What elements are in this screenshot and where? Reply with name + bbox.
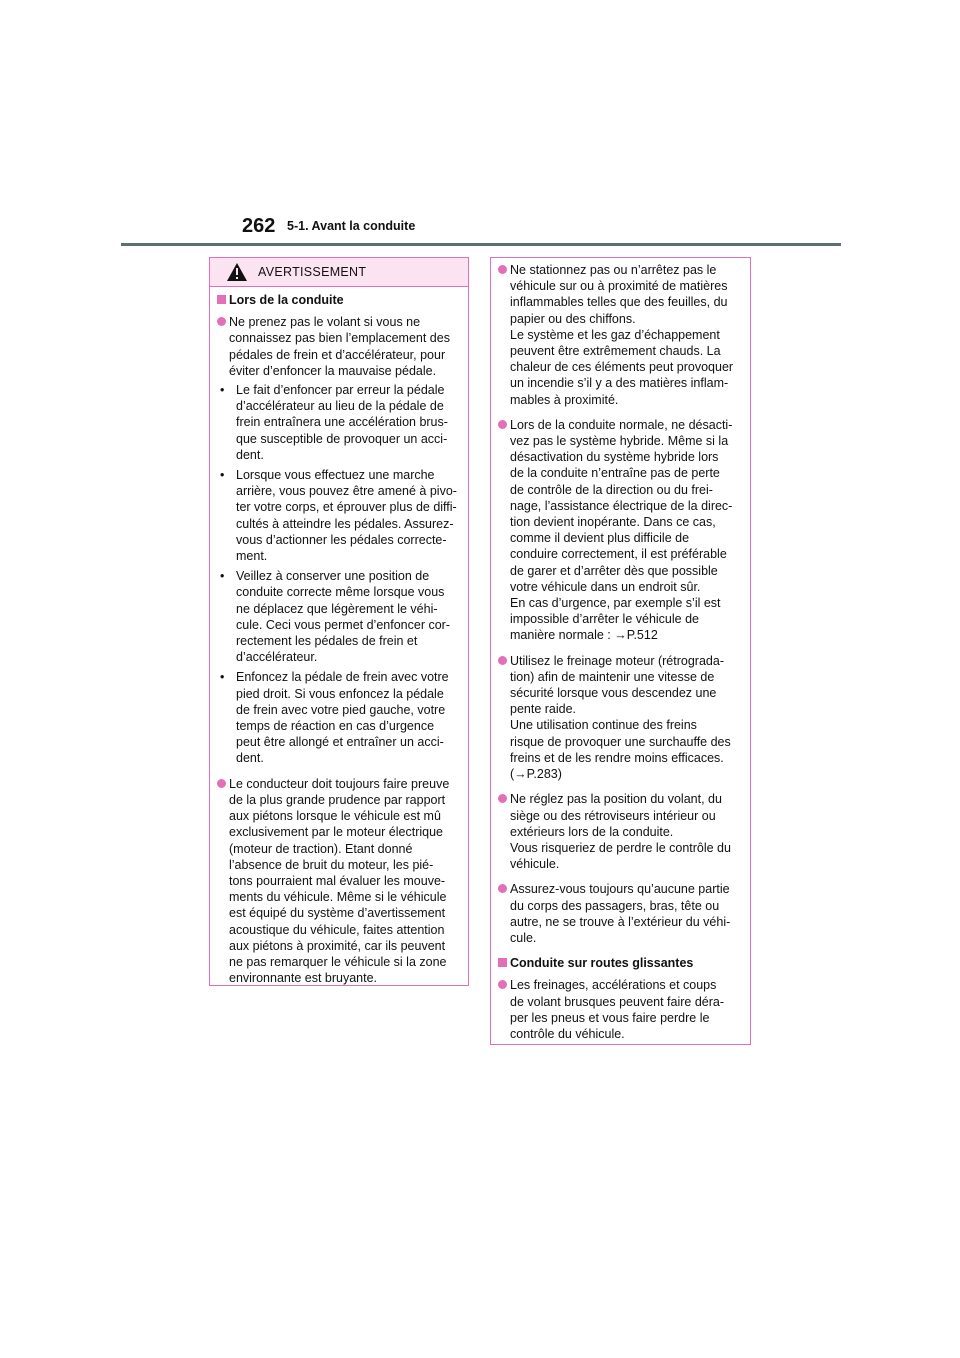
warning-header — [210, 258, 468, 287]
circle-bullet-icon — [498, 656, 507, 665]
subheading-routes-glissantes: Conduite sur routes glissantes — [498, 955, 740, 971]
sub-bullet: • Enfoncez la pédale de frein avec votre pied droit. Si vous enfoncez la pédale de frein avec votre pied gauche, votre temps de réaction en cas d’urgence peut être allongé et entraîner un acci- dent. — [220, 670, 449, 766]
paragraph: Ne prenez pas le volant si vous ne connaissez pas bien l’emplacement des pédales de frein et d’accélérateur, pour éviter d’enfoncer la mauvaise pédale. — [217, 314, 458, 379]
square-bullet-icon — [498, 958, 507, 967]
subheading-conduite: Lors de la conduite — [217, 292, 458, 308]
header-divider — [121, 243, 841, 246]
page-reference-link[interactable]: manière normale : →P.512 — [510, 628, 658, 643]
section-title: 5-1. Avant la conduite — [287, 219, 416, 233]
square-bullet-icon — [217, 295, 226, 304]
circle-bullet-icon — [498, 884, 507, 893]
paragraph: Ne stationnez pas ou n’arrêtez pas le véhicule sur ou à proximité de matières inflammables telles que des feuilles, du papier ou des chiffons. Le système et les gaz d’échappement peuvent être extrêmement chauds. La chaleur de ces éléments peut provoquer un incendie s’il y a des matières inflam- mables à proximité. — [498, 262, 740, 408]
paragraph: Assurez-vous toujours qu’aucune partie du corps des passagers, bras, tête ou autre, ne se trouve à l’extérieur du véhi- cule. — [498, 881, 740, 946]
page-reference-link[interactable]: (→P.283) — [510, 767, 562, 782]
circle-bullet-icon — [498, 980, 507, 989]
warning-title: AVERTISSEMENT — [258, 265, 367, 279]
circle-bullet-icon — [498, 265, 507, 274]
circle-bullet-icon — [498, 420, 507, 429]
sub-bullet: • Veillez à conserver une position de conduite correcte même lorsque vous ne déplacez que légèrement le véhi- cule. Ceci vous permet d’enfoncer cor- rectement les pédales de frein et d’accélérateur. — [220, 569, 450, 665]
paragraph: Ne réglez pas la position du volant, du siège ou des rétroviseurs intérieur ou extérieurs lors de la conduite. Vous risqueriez de perdre le contrôle du véhicule. — [498, 791, 740, 872]
sub-bullet: • Le fait d’enfoncer par erreur la pédale d’accélérateur au lieu de la pédale de frein entraînera une accélération brus- que susceptible de provoquer un acci- dent. — [220, 383, 448, 462]
circle-bullet-icon — [498, 794, 507, 803]
sub-bullet: • Lorsque vous effectuez une marche arrière, vous pouvez être amené à pivo- ter votre corps, et éprouver plus de diffi- cultés à atteindre les pédales. Assurez- vous d’actionner les pédales correcte- ment. — [220, 468, 457, 564]
paragraph: Les freinages, accélérations et coups de volant brusques peuvent faire déra- per les pneus et vous faire perdre le contrôle du véhicule. — [498, 977, 740, 1042]
paragraph: Lors de la conduite normale, ne désacti- vez pas le système hybride. Même si la désactivation du système hybride lors de la conduite n’entraîne pas de perte de contrôle de la direction ou du frei- nage, l’assistance électrique de la direc- tion devient inopérante. Dans ce cas, comme il devient plus difficile de conduire correctement, il est préférable de garer et d’arrêter dès que possible votre véhicule dans un endroit sûr. En cas d’urgence, par exemple s’il est impossible d’arrêter le véhicule de manière normale : →P.512 — [498, 417, 740, 644]
warning-triangle-icon — [226, 262, 248, 282]
warning-box-left — [209, 257, 469, 986]
warning-box-right — [490, 257, 751, 1045]
circle-bullet-icon — [217, 779, 226, 788]
page-number: 262 — [242, 215, 276, 237]
paragraph: Utilisez le freinage moteur (rétrograda- tion) afin de maintenir une vitesse de sécurité lorsque vous descendez une pente raide. Une utilisation continue des freins risque de provoquer une surchauffe des freins et de les rendre moins efficaces. (→P.283) — [498, 653, 740, 783]
paragraph: Le conducteur doit toujours faire preuve de la plus grande prudence par rapport aux piétons lorsque le véhicule est mû exclusivement par le moteur électrique (moteur de traction). Etant donné l’absence de bruit du moteur, les pié- tons pourraient mal évaluer les mouve- ments du véhicule. Même si le véhicule est équipé du système d’avertissement acoustique du véhicule, faites attention aux piétons à proximité, car ils peuvent ne pas remarquer le véhicule si la zone environnante est bruyante. — [217, 776, 458, 987]
circle-bullet-icon — [217, 317, 226, 326]
